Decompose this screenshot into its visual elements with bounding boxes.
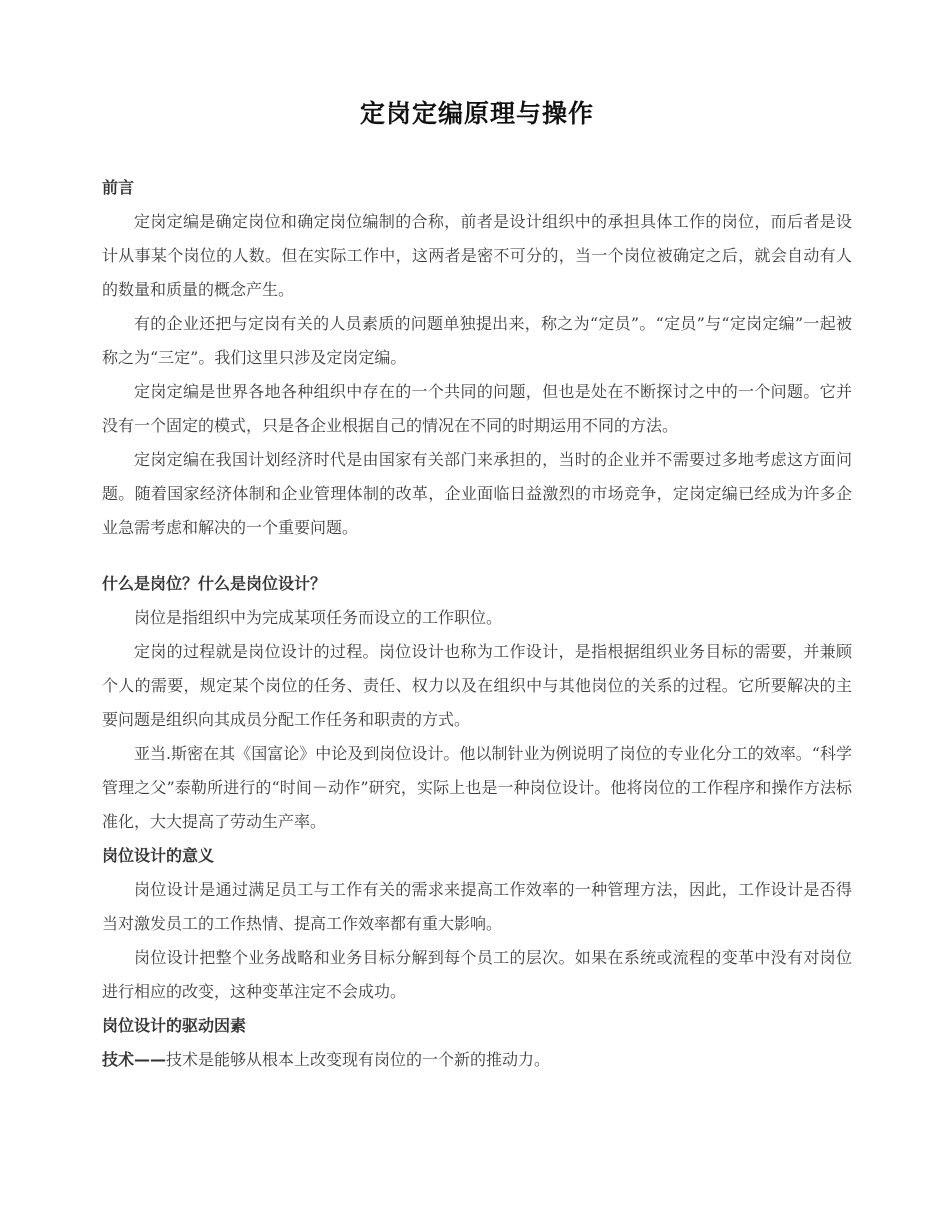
- section-heading-drivers: 岗位设计的驱动因素: [102, 1016, 247, 1035]
- document-title: 定岗定编原理与操作: [359, 99, 594, 128]
- section-drivers: [102, 1009, 852, 1077]
- paragraph: 定岗定编是世界各地各种组织中存在的一个共同的问题，但也是处在不断探讨之中的一个问题。它并没有一个固定的模式，只是各企业根据自己的情况在不同的时期运用不同的方法。: [102, 382, 852, 435]
- technology-text: 技术是能够从根本上改变现有岗位的一个新的推动力。: [166, 1050, 551, 1069]
- section-gap: [102, 545, 852, 567]
- section-heading-significance: 岗位设计的意义: [102, 846, 215, 865]
- paragraph: 岗位设计把整个业务战略和业务目标分解到每个员工的层次。如果在系统或流程的变革中没有对岗位进行相应的改变，这种变革注定不会成功。: [102, 948, 852, 1001]
- paragraph: 定岗的过程就是岗位设计的过程。岗位设计也称为工作设计，是指根据组织业务目标的需要，并兼顾个人的需要，规定某个岗位的任务、责任、权力以及在组织中与其他岗位的关系的过程。它所要解决的主要问题是组织向其成员分配工作任务和职责的方式。: [102, 642, 852, 729]
- section-significance: [102, 839, 852, 1009]
- technology-label: 技术——: [102, 1050, 167, 1069]
- title-gap: [102, 132, 852, 171]
- technology-paragraph: [102, 1043, 852, 1077]
- section-heading-what-is: 什么是岗位？什么是岗位设计？: [102, 574, 327, 593]
- section-what-is: [102, 567, 852, 839]
- paragraph: 定岗定编是确定岗位和确定岗位编制的合称，前者是设计组织中的承担具体工作的岗位，而后者是设计从事某个岗位的人数。但在实际工作中，这两者是密不可分的，当一个岗位被确定之后，就会自动有人的数量和质量的概念产生。: [102, 212, 852, 299]
- paragraph: 岗位设计是通过满足员工与工作有关的需求来提高工作效率的一种管理方法，因此，工作设计是否得当对激发员工的工作热情、提高工作效率都有重大影响。: [102, 880, 852, 933]
- document-page: [102, 0, 852, 1077]
- paragraph: 岗位是指组织中为完成某项任务而设立的工作职位。: [134, 608, 503, 627]
- paragraph: 定岗定编在我国计划经济时代是由国家有关部门来承担的，当时的企业并不需要过多地考虑这方面问题。随着国家经济体制和企业管理体制的改革，企业面临日益激烈的市场竞争，定岗定编已经成为许多企业急需考虑和解决的一个重要问题。: [102, 450, 852, 537]
- paragraph: 有的企业还把与定岗有关的人员素质的问题单独提出来，称之为“定员”。“定员”与“定岗定编”一起被称之为“三定”。我们这里只涉及定岗定编。: [102, 314, 852, 367]
- paragraph: 亚当.斯密在其《国富论》中论及到岗位设计。他以制针业为例说明了岗位的专业化分工的效率。“科学管理之父”泰勒所进行的“时间－动作”研究，实际上也是一种岗位设计。他将岗位的工作程序和操作方法标准化，大大提高了劳动生产率。: [102, 744, 852, 831]
- section-preface: [102, 171, 852, 545]
- section-heading-preface: 前言: [102, 178, 135, 197]
